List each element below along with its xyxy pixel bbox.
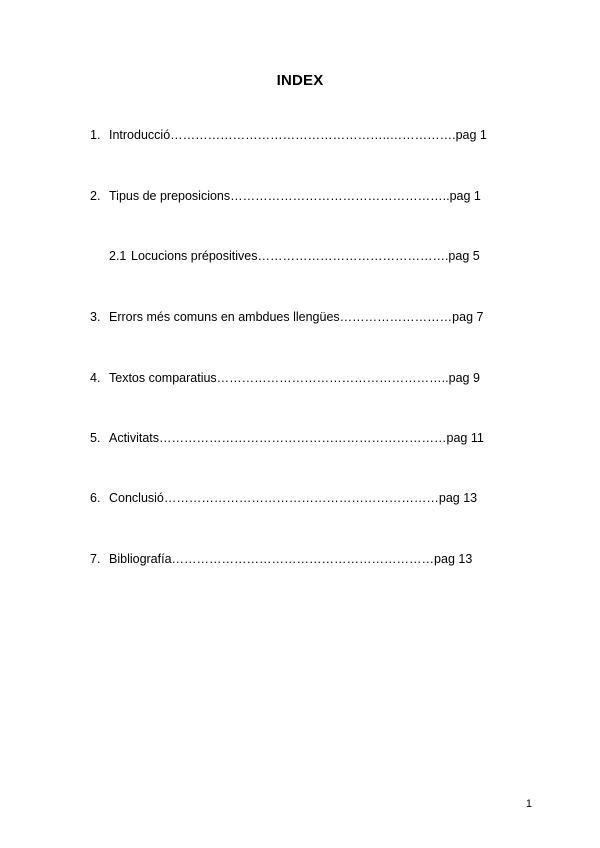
toc-entry-text: Bibliografía………………………………………………………pag 13 — [109, 552, 473, 566]
toc-entry-number: 3. — [90, 310, 101, 324]
toc-entry-bibliografia — [90, 551, 510, 567]
toc-entry-tipus-de-preposicions — [90, 188, 510, 204]
toc-entry-activitats — [90, 430, 510, 446]
toc-entry-text: Activitats……………………………………………………………pag 11 — [109, 431, 484, 445]
index-title: INDEX — [276, 72, 324, 89]
toc-entry-text: Introducció……………………………………………..…………….pag 1 — [109, 128, 487, 142]
toc-entry-text: Tipus de preposicions……………………………………………..pag 1 — [109, 189, 481, 203]
toc-entry-conclusio — [90, 490, 510, 506]
toc-entry-number: 4. — [90, 371, 101, 385]
toc-entry-number: 2. — [90, 189, 101, 203]
toc-entry-text: Conclusió…………………………………………………………pag 13 — [109, 491, 478, 505]
toc-entry-number: 6. — [90, 491, 101, 505]
toc-entry-text: Errors més comuns en ambdues llengües………………………pag 7 — [109, 310, 484, 324]
toc-entry-text: Locucions prépositives……………………………………….pag 5 — [131, 249, 480, 263]
toc-subentry-locucions-prepositives — [109, 248, 509, 264]
toc-entry-textos-comparatius — [90, 370, 510, 386]
page-number: 1 — [525, 798, 532, 810]
toc-entry-number: 2.1 — [109, 249, 127, 263]
toc-entry-introduccio — [90, 127, 510, 143]
toc-entry-errors — [90, 309, 510, 325]
toc-entry-number: 5. — [90, 431, 101, 445]
toc-entry-number: 7. — [90, 552, 101, 566]
toc-entry-number: 1. — [90, 128, 101, 142]
toc-entry-text: Textos comparatius………………………………………………..pag 9 — [109, 371, 480, 385]
